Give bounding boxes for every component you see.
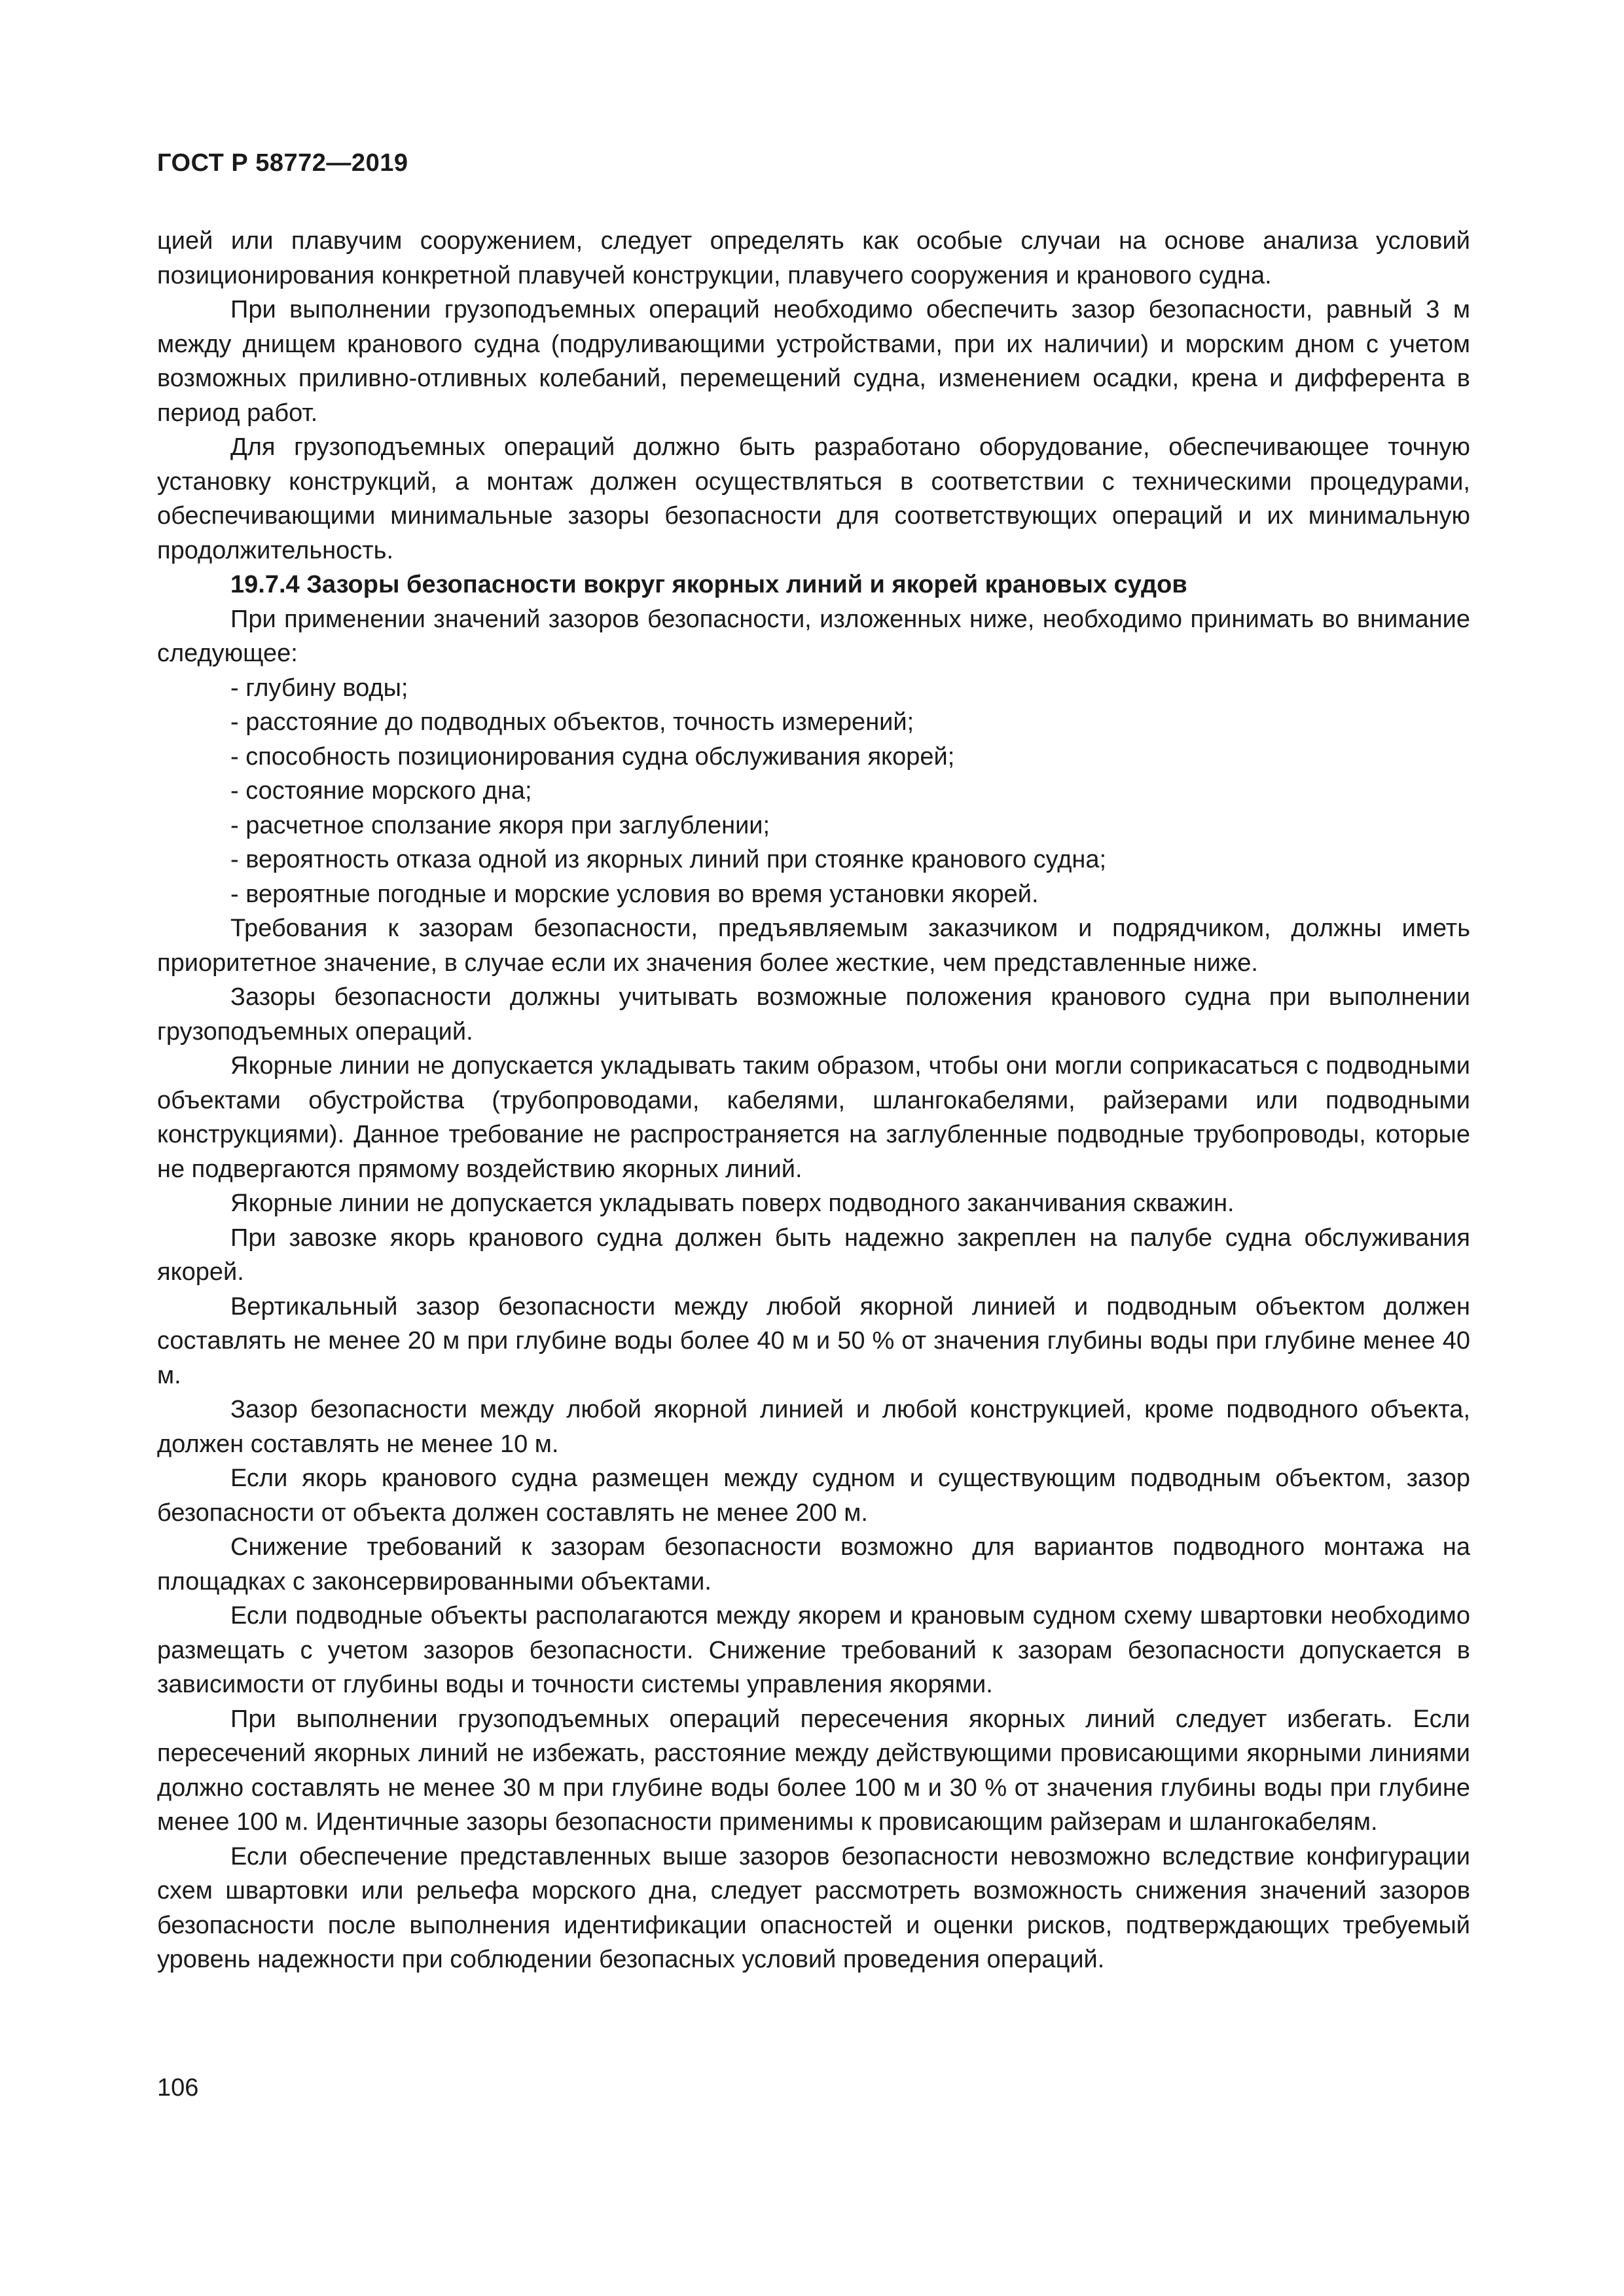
list-item: - вероятные погодные и морские условия во время установки якорей. bbox=[230, 880, 1039, 908]
paragraph: Зазор безопасности между любой якорной линией и любой конструкцией, кроме подводного объекта, должен составлять не менее 10 м. bbox=[157, 1396, 1470, 1458]
page-body bbox=[157, 224, 1470, 1977]
list-item: - вероятность отказа одной из якорных линий при стоянке кранового судна; bbox=[230, 846, 1107, 873]
paragraph: Если якорь кранового судна размещен между судном и существующим подводным объектом, зазор безопасности от объекта должен составлять не менее 200 м. bbox=[157, 1465, 1470, 1527]
page-number: 106 bbox=[157, 2074, 199, 2102]
paragraph: Если подводные объекты располагаются между якорем и крановым судном схему швартовки необходимо размещать с учетом зазоров безопасности. Снижение требований к зазорам безопасности допускается в зависимости от глубины воды и точности системы управления якорями. bbox=[157, 1602, 1470, 1698]
list-item: - глубину воды; bbox=[230, 674, 408, 702]
document-header: ГОСТ Р 58772—2019 bbox=[157, 149, 408, 177]
paragraph: Вертикальный зазор безопасности между любой якорной линией и подводным объектом должен составлять не менее 20 м при глубине воды более 40 м и 50 % от значения глубины воды при глубине менее 40 м. bbox=[157, 1292, 1470, 1389]
considerations-list bbox=[157, 671, 1470, 912]
paragraph: Требования к зазорам безопасности, предъявляемым заказчиком и подрядчиком, должны иметь приоритетное значение, в случае если их значения более жесткие, чем представленные ниже. bbox=[157, 915, 1470, 977]
paragraph: Якорные линии не допускается укладывать таким образом, чтобы они могли соприкасаться с подводными объектами обустройства (трубопроводами, кабелями, шлангокабелями, райзерами или подводными конструкциями). Данное требование не распространяется на заглубленные подводные трубопроводы, которые не подвергаются прямому воздействию якорных линий. bbox=[157, 1052, 1470, 1183]
section-lead-paragraph: При применении значений зазоров безопасности, изложенных ниже, необходимо принимать во внимание следующее: bbox=[157, 605, 1470, 667]
paragraph: Для грузоподъемных операций должно быть разработано оборудование, обеспечивающее точную установку конструкций, а монтаж должен осуществляться в соответствии с техническими процедурами, обеспечивающими минимальные зазоры безопасности для соответствующих операций и их минимальную продолжительность. bbox=[157, 433, 1470, 564]
list-item: - расчетное сползание якоря при заглублении; bbox=[230, 811, 770, 839]
paragraph: Зазоры безопасности должны учитывать возможные положения кранового судна при выполнении грузоподъемных операций. bbox=[157, 983, 1470, 1046]
list-item: - состояние морского дна; bbox=[230, 777, 532, 805]
paragraph: При завозке якорь кранового судна должен быть надежно закреплен на палубе судна обслуживания якорей. bbox=[157, 1224, 1470, 1286]
paragraph: Снижение требований к зазорам безопасности возможно для вариантов подводного монтажа на площадках с законсервированными объектами. bbox=[157, 1533, 1470, 1595]
list-item: - способность позиционирования судна обслуживания якорей; bbox=[230, 742, 955, 771]
paragraph: Если обеспечение представленных выше зазоров безопасности невозможно вследствие конфигурации схем швартовки или рельефа морского дна, следует рассмотреть возможность снижения значений зазоров безопасности после выполнения идентификации опасностей и оценки рисков, подтверждающих требуемый уровень надежности при соблюдении безопасных условий проведения операций. bbox=[157, 1842, 1470, 1973]
paragraph: При выполнении грузоподъемных операций необходимо обеспечить зазор безопасности, равный 3 м между днищем кранового судна (подруливающими устройствами, при их наличии) и морским дном с учетом возможных приливно-отливных колебаний, перемещений судна, изменением осадки, крена и дифферента в период работ. bbox=[157, 296, 1470, 427]
list-item: - расстояние до подводных объектов, точность измерений; bbox=[230, 708, 914, 736]
paragraph: При выполнении грузоподъемных операций пересечения якорных линий следует избегать. Если пересечений якорных линий не избежать, расстояние между действующими провисающими якорными линиями должно составлять не менее 30 м при глубине воды более 100 м и 30 % от значения глубины воды при глубине менее 100 м. Идентичные зазоры безопасности применимы к провисающим райзерам и шлангокабелям. bbox=[157, 1705, 1470, 1836]
paragraph-continuation: цией или плавучим сооружением, следует определять как особые случаи на основе анализа условий позиционирования конкретной плавучей конструкции, плавучего сооружения и кранового судна. bbox=[157, 227, 1470, 289]
section-heading: 19.7.4 Зазоры безопасности вокруг якорных линий и якорей крановых судов bbox=[230, 571, 1187, 598]
paragraph: Якорные линии не допускается укладывать поверх подводного заканчивания скважин. bbox=[230, 1190, 1235, 1217]
